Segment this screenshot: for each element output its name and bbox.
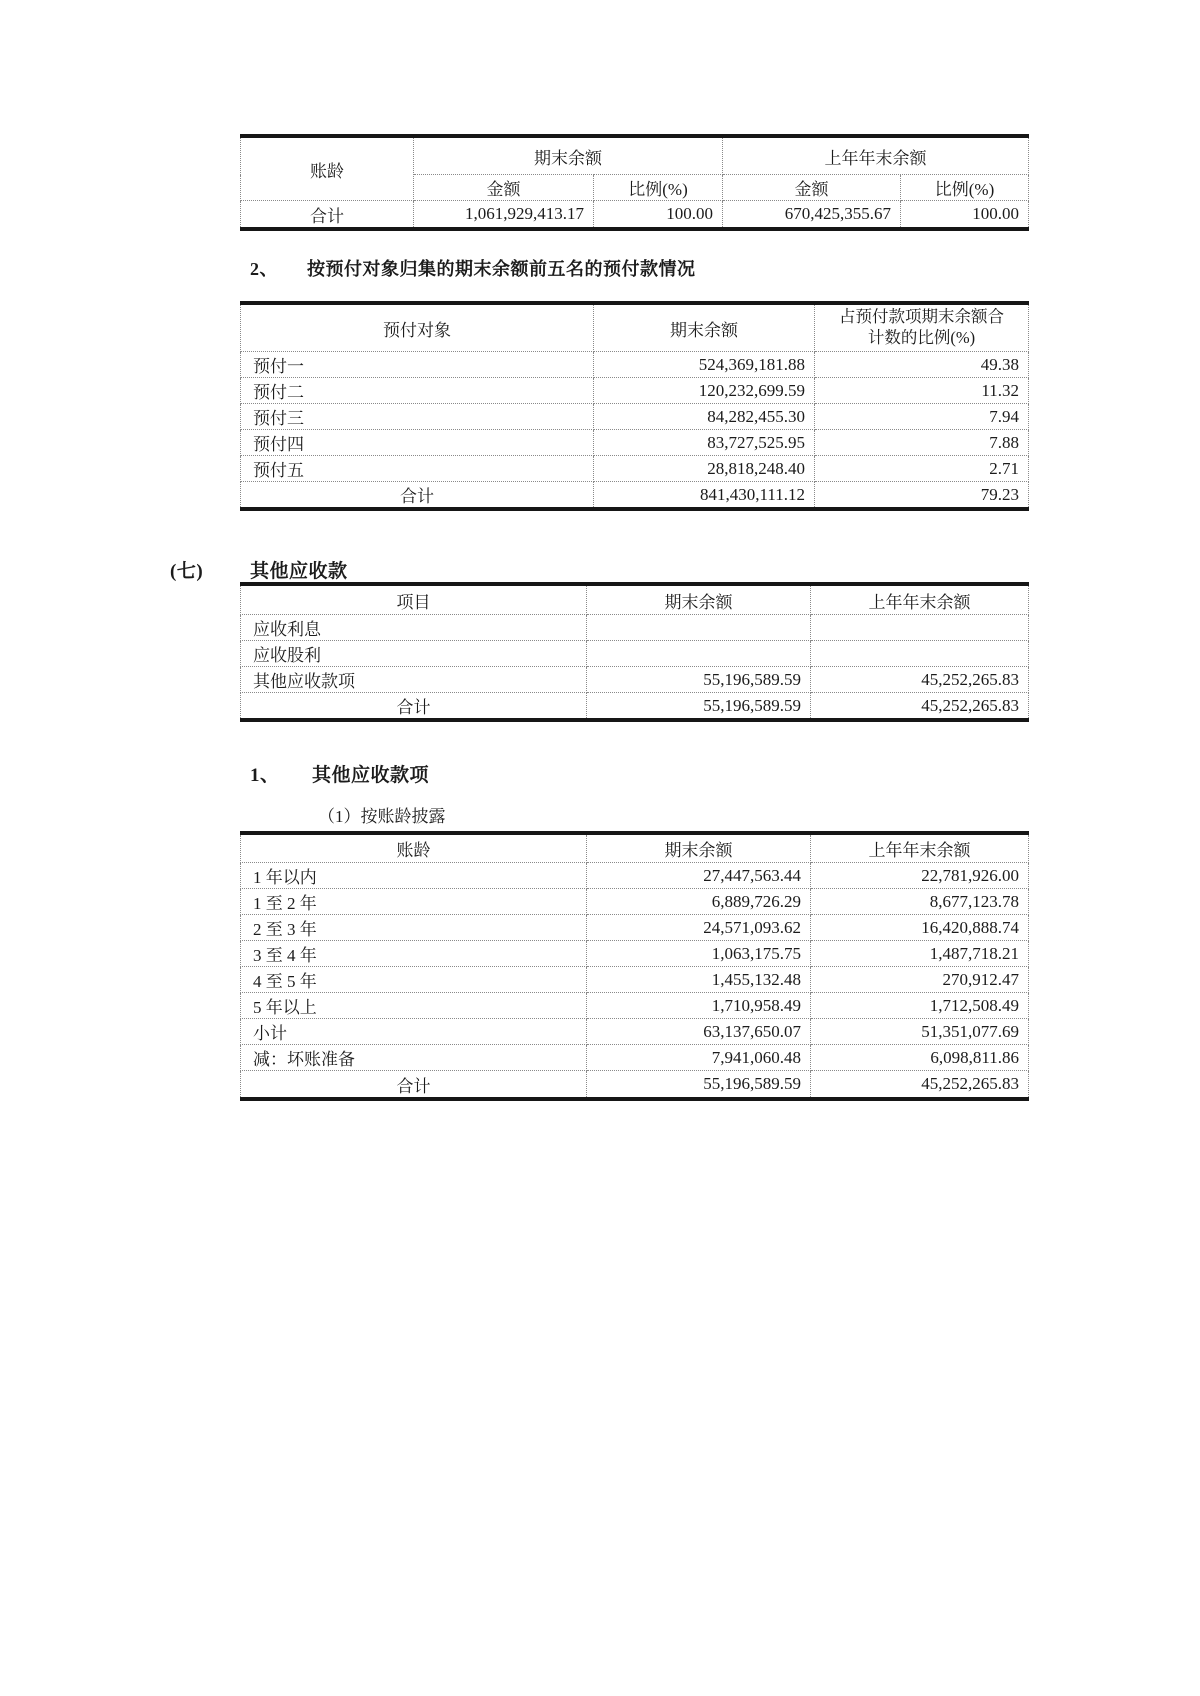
- section-heading-other-receivable-items: [250, 760, 429, 787]
- total-row: [241, 482, 1029, 510]
- heading-number: 2、: [250, 259, 278, 279]
- total-label: 合计: [241, 693, 587, 721]
- ratio-value: 79.23: [815, 482, 1029, 510]
- section-heading-other-receivables: [170, 556, 348, 583]
- aging-bucket: 1 至 2 年: [241, 889, 587, 915]
- header-item: 项目: [241, 584, 587, 615]
- ending-value: 6,889,726.29: [587, 889, 811, 915]
- prior-value: 22,781,926.00: [811, 863, 1029, 889]
- table-header-row: [241, 136, 1029, 175]
- amount-value: 120,232,699.59: [594, 378, 815, 404]
- ending-value: 1,455,132.48: [587, 967, 811, 993]
- table-header-row: [241, 584, 1029, 615]
- prior-value: 1,712,508.49: [811, 993, 1029, 1019]
- prior-value: [811, 641, 1029, 667]
- prepay-name: 预付四: [241, 430, 594, 456]
- section-number: (七): [170, 561, 204, 582]
- table-row: [241, 378, 1029, 404]
- prior-value: 16,420,888.74: [811, 915, 1029, 941]
- table-row: [241, 1045, 1029, 1071]
- header-prepay-object: 预付对象: [241, 303, 594, 352]
- prior-value: 45,252,265.83: [811, 1071, 1029, 1100]
- ratio-value: 2.71: [815, 456, 1029, 482]
- table-row: [241, 941, 1029, 967]
- prior-value: 1,487,718.21: [811, 941, 1029, 967]
- ending-ratio-value: 100.00: [594, 201, 723, 230]
- aging-disclosure-table: [240, 831, 1029, 1101]
- subheading-aging-disclosure: （1）按账龄披露: [318, 807, 446, 826]
- amount-value: 28,818,248.40: [594, 456, 815, 482]
- header-ratio-line1: 占预付款项期末余额合: [839, 307, 1004, 327]
- heading-text: 按预付对象归集的期末余额前五名的预付款情况: [307, 259, 696, 279]
- ending-value: 24,571,093.62: [587, 915, 811, 941]
- prior-ratio-value: 100.00: [901, 201, 1029, 230]
- amount-value: 841,430,111.12: [594, 482, 815, 510]
- prior-value: 8,677,123.78: [811, 889, 1029, 915]
- item-name: 应收股利: [241, 641, 587, 667]
- amount-value: 524,369,181.88: [594, 352, 815, 378]
- total-row: [241, 693, 1029, 721]
- header-ratio: 比例(%): [594, 175, 723, 201]
- header-ending-balance: 期末余额: [587, 833, 811, 863]
- total-row: [241, 201, 1029, 230]
- ending-value: 55,196,589.59: [587, 693, 811, 721]
- table-row: [241, 889, 1029, 915]
- ratio-value: 49.38: [815, 352, 1029, 378]
- total-label: 合计: [241, 1071, 587, 1100]
- ending-amount-value: 1,061,929,413.17: [414, 201, 594, 230]
- aging-bucket: 3 至 4 年: [241, 941, 587, 967]
- table-row: [241, 1019, 1029, 1045]
- bad-debt-provision-label: 减：坏账准备: [241, 1045, 587, 1071]
- table-header-row: [241, 833, 1029, 863]
- header-ratio: 比例(%): [901, 175, 1029, 201]
- prior-value: 270,912.47: [811, 967, 1029, 993]
- prior-value: 45,252,265.83: [811, 667, 1029, 693]
- aging-bucket: 1 年以内: [241, 863, 587, 889]
- table-row: [241, 863, 1029, 889]
- header-ending-balance-group: 期末余额: [414, 136, 723, 175]
- prior-value: 6,098,811.86: [811, 1045, 1029, 1071]
- header-ending-balance: 期末余额: [594, 303, 815, 352]
- prior-value: [811, 615, 1029, 641]
- prepay-name: 预付一: [241, 352, 594, 378]
- aging-bucket: 2 至 3 年: [241, 915, 587, 941]
- table-header-row: [241, 303, 1029, 352]
- aging-total-table: [240, 134, 1029, 231]
- table-row: [241, 915, 1029, 941]
- ending-value: 27,447,563.44: [587, 863, 811, 889]
- total-label: 合计: [241, 201, 414, 230]
- table-row: [241, 615, 1029, 641]
- ending-value: 1,063,175.75: [587, 941, 811, 967]
- header-amount: 金额: [723, 175, 901, 201]
- table-row: [241, 967, 1029, 993]
- subtotal-label: 小计: [241, 1019, 587, 1045]
- table-row: [241, 641, 1029, 667]
- other-receivables-table: [240, 582, 1029, 722]
- ending-value: 55,196,589.59: [587, 667, 811, 693]
- ending-value: 63,137,650.07: [587, 1019, 811, 1045]
- prior-value: 51,351,077.69: [811, 1019, 1029, 1045]
- table-row: [241, 667, 1029, 693]
- ending-value: [587, 641, 811, 667]
- heading-text: 其他应收款项: [312, 765, 430, 786]
- prior-amount-value: 670,425,355.67: [723, 201, 901, 230]
- total-label: 合计: [241, 482, 594, 510]
- amount-value: 83,727,525.95: [594, 430, 815, 456]
- header-amount: 金额: [414, 175, 594, 201]
- heading-number: 1、: [250, 765, 280, 786]
- prepay-name: 预付五: [241, 456, 594, 482]
- ratio-value: 7.94: [815, 404, 1029, 430]
- header-aging: 账龄: [241, 833, 587, 863]
- table-row: [241, 430, 1029, 456]
- ending-value: 7,941,060.48: [587, 1045, 811, 1071]
- table-row: [241, 352, 1029, 378]
- total-row: [241, 1071, 1029, 1100]
- header-ratio-of-total: [815, 303, 1029, 352]
- item-name: 应收利息: [241, 615, 587, 641]
- header-ending-balance: 期末余额: [587, 584, 811, 615]
- item-name: 其他应收款项: [241, 667, 587, 693]
- prior-value: 45,252,265.83: [811, 693, 1029, 721]
- header-prior-balance: 上年年末余额: [811, 584, 1029, 615]
- header-prior-balance-group: 上年年末余额: [723, 136, 1029, 175]
- aging-bucket: 4 至 5 年: [241, 967, 587, 993]
- table-row: [241, 993, 1029, 1019]
- amount-value: 84,282,455.30: [594, 404, 815, 430]
- header-ratio-line2: 计数的比例(%): [867, 328, 976, 347]
- ending-value: 55,196,589.59: [587, 1071, 811, 1100]
- prepay-top5-table: [240, 301, 1029, 511]
- aging-bucket: 5 年以上: [241, 993, 587, 1019]
- ending-value: [587, 615, 811, 641]
- header-prior-balance: 上年年末余额: [811, 833, 1029, 863]
- ending-value: 1,710,958.49: [587, 993, 811, 1019]
- ratio-value: 11.32: [815, 378, 1029, 404]
- table-row: [241, 456, 1029, 482]
- table-row: [241, 404, 1029, 430]
- ratio-value: 7.88: [815, 430, 1029, 456]
- prepay-name: 预付三: [241, 404, 594, 430]
- prepay-name: 预付二: [241, 378, 594, 404]
- header-aging: 账龄: [241, 136, 414, 201]
- section-title: 其他应收款: [250, 561, 348, 582]
- section-heading-prepay-top5: [250, 255, 696, 281]
